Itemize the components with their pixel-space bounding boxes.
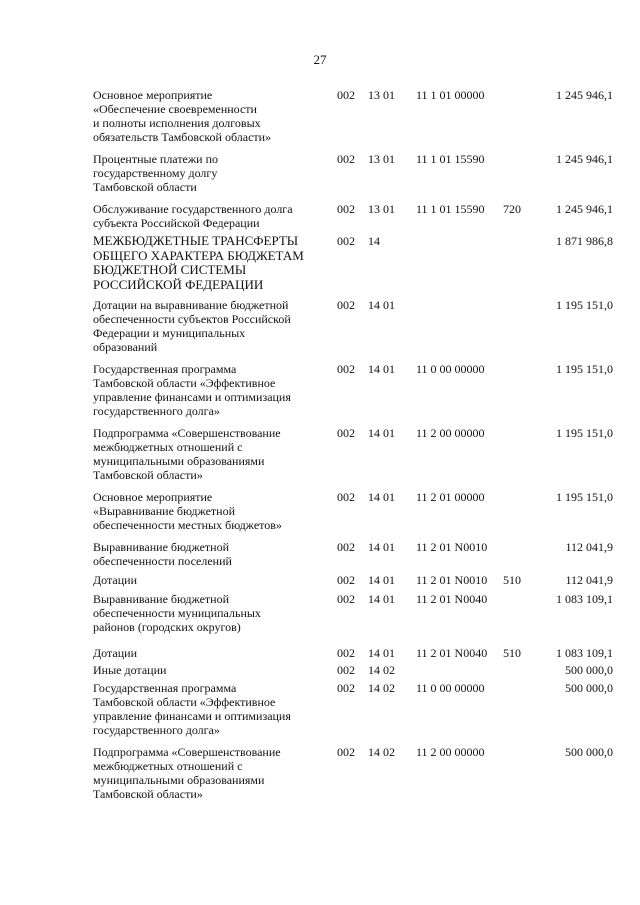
table-row [93,540,613,568]
row-ved-code: 002 [337,663,355,677]
row-amount: 1 195 151,0 [556,298,613,312]
row-section-code: 14 01 [368,540,395,554]
row-amount: 1 083 109,1 [556,646,613,660]
row-name: Подпрограмма «Совершенствование межбюджетных отношений с муниципальными образованиями Тамбовской области» [93,745,281,801]
row-ved-code: 002 [337,646,355,660]
row-amount: 1 195 151,0 [556,426,613,440]
row-name: Подпрограмма «Совершенствование межбюджетных отношений с муниципальными образованиями Тамбовской области» [93,426,281,482]
row-ved-code: 002 [337,745,355,759]
row-target-article: 11 2 01 N0010 [416,573,488,587]
row-name: МЕЖБЮДЖЕТНЫЕ ТРАНСФЕРТЫ ОБЩЕГО ХАРАКТЕРА БЮДЖЕТАМ БЮДЖЕТНОЙ СИСТЕМЫ РОССИЙСКОЙ ФЕДЕРАЦИИ [93,233,304,292]
row-name: Выравнивание бюджетной обеспеченности поселений [93,540,232,568]
table-row [93,646,613,660]
row-ved-code: 002 [337,490,355,504]
row-section-code: 14 01 [368,298,395,312]
row-amount: 1 871 986,8 [556,234,613,248]
row-section-code: 14 01 [368,490,395,504]
row-name: Основное мероприятие «Выравнивание бюджетной обеспеченности местных бюджетов» [93,490,282,532]
row-target-article: 11 2 01 N0040 [416,592,488,606]
table-row [93,202,613,230]
row-name: Государственная программа Тамбовской области «Эффективное управление финансами и оптимизация государственного долга» [93,681,291,737]
row-target-article: 11 2 00 00000 [416,745,485,759]
row-ved-code: 002 [337,426,355,440]
row-target-article: 11 1 01 15590 [416,152,485,166]
row-section-code: 13 01 [368,202,395,216]
row-amount: 1 195 151,0 [556,362,613,376]
row-target-article: 11 2 01 N0040 [416,646,488,660]
row-section-code: 13 01 [368,88,395,102]
table-row [93,88,613,144]
row-amount: 500 000,0 [565,681,613,695]
row-target-article: 11 2 01 N0010 [416,540,488,554]
row-amount: 1 245 946,1 [556,88,613,102]
page-number: 27 [313,52,327,67]
budget-table [93,88,613,801]
table-row [93,426,613,482]
row-section-code: 14 [368,234,380,248]
row-section-code: 14 02 [368,663,395,677]
row-amount: 112 041,9 [565,573,613,587]
row-expense-type: 510 [503,573,521,587]
row-section-code: 14 01 [368,646,395,660]
table-row [93,490,613,532]
row-target-article: 11 2 01 00000 [416,490,485,504]
table-row [93,745,613,801]
row-ved-code: 002 [337,592,355,606]
table-row [93,592,613,634]
row-ved-code: 002 [337,152,355,166]
row-section-code: 14 02 [368,681,395,695]
row-amount: 1 245 946,1 [556,202,613,216]
row-expense-type: 720 [503,202,521,216]
row-target-article: 11 2 00 00000 [416,426,485,440]
row-name: Дотации [93,646,138,660]
row-ved-code: 002 [337,540,355,554]
table-row [93,573,613,587]
row-ved-code: 002 [337,573,355,587]
row-amount: 500 000,0 [565,745,613,759]
row-ved-code: 002 [337,88,355,102]
table-row [93,298,613,354]
row-name: Обслуживание государственного долга субъекта Российской Федерации [93,202,293,230]
row-amount: 1 245 946,1 [556,152,613,166]
table-row [93,152,613,194]
row-name: Дотации на выравнивание бюджетной обеспеченности субъектов Российской Федерации и муниципальных образований [93,298,291,354]
row-section-code: 14 01 [368,573,395,587]
row-name: Процентные платежи по государственному долгу Тамбовской области [93,152,219,194]
row-ved-code: 002 [337,234,355,248]
table-row [93,663,613,677]
row-ved-code: 002 [337,362,355,376]
row-ved-code: 002 [337,681,355,695]
row-target-article: 11 0 00 00000 [416,681,485,695]
row-section-code: 14 01 [368,592,395,606]
row-amount: 1 083 109,1 [556,592,613,606]
row-amount: 1 195 151,0 [556,490,613,504]
row-section-code: 14 01 [368,426,395,440]
row-amount: 112 041,9 [565,540,613,554]
row-section-code: 14 02 [368,745,395,759]
row-ved-code: 002 [337,202,355,216]
row-amount: 500 000,0 [565,663,613,677]
row-target-article: 11 1 01 15590 [416,202,485,216]
table-row [93,681,613,737]
row-name: Дотации [93,573,138,587]
row-name: Государственная программа Тамбовской области «Эффективное управление финансами и оптимизация государственного долга» [93,362,291,418]
row-section-code: 14 01 [368,362,395,376]
table-row [93,362,613,418]
row-name: Выравнивание бюджетной обеспеченности муниципальных районов (городских округов) [93,592,261,634]
row-ved-code: 002 [337,298,355,312]
row-expense-type: 510 [503,646,521,660]
row-name: Иные дотации [93,663,167,677]
row-name: Основное мероприятие «Обеспечение своевременности и полноты исполнения долговых обязательств Тамбовской области» [93,88,272,144]
table-row [93,234,613,292]
row-target-article: 11 0 00 00000 [416,362,485,376]
row-section-code: 13 01 [368,152,395,166]
row-target-article: 11 1 01 00000 [416,88,485,102]
